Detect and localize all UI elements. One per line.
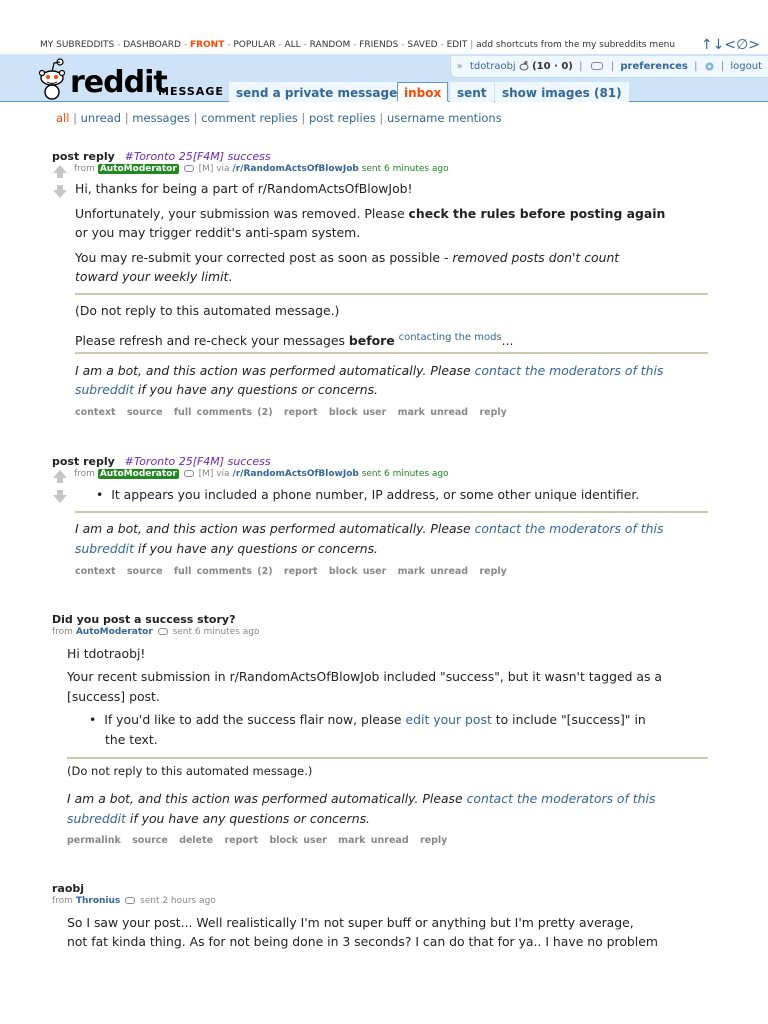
message-paragraph: Your recent submission in r/RandomActsOfBlowJob included "success", but it wasn't tagged as a — [67, 669, 662, 684]
filter-comment-replies[interactable]: comment replies — [201, 111, 298, 125]
message-paragraph: You may re-submit your corrected post as soon as possible - removed posts don't count — [75, 250, 620, 265]
downvote-arrow-icon[interactable] — [53, 495, 67, 503]
message-paragraph: Hi, thanks for being a part of r/RandomActsOfBlowJob! — [75, 181, 413, 196]
context-button[interactable]: context — [75, 407, 116, 418]
block-user-button[interactable]: block user — [328, 407, 387, 418]
message-paragraph: [success] post. — [67, 689, 160, 704]
subject-text: Did you post a success story? — [52, 613, 236, 626]
bullet-item-continued: the text. — [105, 732, 158, 747]
bullet-icon: • — [89, 712, 97, 727]
source-button[interactable]: source — [126, 566, 163, 577]
snoo-icon — [519, 61, 529, 72]
report-button[interactable]: report — [224, 835, 259, 846]
saved-link[interactable]: SAVED — [407, 40, 438, 50]
edit-link[interactable]: EDIT — [446, 40, 468, 50]
separator: - — [117, 40, 124, 50]
sent-time: sent 6 minutes ago — [361, 164, 449, 174]
divider — [75, 352, 708, 354]
tab-send-private-message[interactable]: send a private message — [229, 82, 404, 102]
page-name: MESSAGE — [158, 85, 224, 98]
chevron-right-icon[interactable]: » — [456, 61, 463, 72]
mail-icon — [158, 628, 168, 635]
separator: | — [694, 61, 698, 72]
message-paragraph: toward your weekly limit. — [75, 269, 233, 284]
message-paragraph: subreddit if you have any questions or concerns. — [75, 382, 378, 397]
message-paragraph: Hi tdotraobj! — [67, 646, 146, 661]
separator: | — [579, 61, 583, 72]
from-label: from — [74, 164, 95, 174]
post-title-link[interactable]: #Toronto 25[F4M] success — [124, 455, 271, 468]
mail-icon — [184, 165, 194, 172]
friends-link[interactable]: FRIENDS — [359, 40, 399, 50]
filter-username-mentions[interactable]: username mentions — [386, 111, 502, 125]
mod-marker: [M] — [198, 164, 214, 174]
separator: - — [353, 40, 360, 50]
reply-button[interactable]: reply — [479, 407, 507, 418]
tab-inbox[interactable]: inbox — [397, 82, 448, 102]
divider — [75, 511, 708, 513]
permalink-button[interactable]: permalink — [67, 835, 121, 846]
divider — [67, 757, 708, 759]
separator: | — [470, 40, 477, 50]
block-user-button[interactable]: block user — [269, 835, 327, 846]
message-tagline — [74, 164, 449, 174]
subreddit-bar-arrows-icon[interactable]: ↑↓<∅> — [700, 37, 760, 53]
delete-button[interactable]: delete — [179, 835, 214, 846]
subreddit-link[interactable]: /r/RandomActsOfBlowJob — [232, 469, 359, 479]
message-paragraph: subreddit if you have any questions or concerns. — [75, 541, 378, 556]
subject-text: post reply — [52, 455, 115, 468]
author-link[interactable]: AutoModerator — [99, 469, 177, 479]
post-title-link[interactable]: #Toronto 25[F4M] success — [124, 150, 271, 163]
mail-icon — [125, 897, 135, 904]
from-label: from — [74, 469, 95, 479]
message-paragraph: or you may trigger reddit's anti-spam system. — [75, 225, 361, 240]
reddit-alien-icon[interactable] — [38, 58, 66, 100]
message-buttons — [75, 566, 513, 577]
full-comments-button[interactable]: full comments (2) — [173, 566, 273, 577]
bullet-icon: • — [96, 487, 104, 502]
inbox-filter-menu: all | unread | messages | comment replies | post replies | username mentions — [56, 111, 502, 125]
subject-text: post reply — [52, 150, 115, 163]
bullet-item: • It appears you included a phone number, IP address, or some other unique identifier. — [96, 487, 640, 502]
separator: - — [303, 40, 310, 50]
message-paragraph: I am a bot, and this action was performed automatically. Please contact the moderators of this — [67, 791, 656, 806]
logout-link[interactable]: logout — [730, 61, 762, 72]
tab-show-images[interactable]: show images (81) — [495, 82, 629, 102]
my-subreddits-menu[interactable]: MY SUBREDDITS — [40, 40, 115, 50]
sent-time: sent 6 minutes ago — [361, 469, 449, 479]
message-paragraph: (Do not reply to this automated message.) — [67, 764, 313, 778]
subreddit-link[interactable]: /r/RandomActsOfBlowJob — [232, 164, 359, 174]
dashboard-link[interactable]: DASHBOARD — [123, 40, 181, 50]
via-label: via — [216, 469, 230, 479]
author-link[interactable]: AutoModerator — [99, 164, 177, 174]
upvote-arrow-icon[interactable] — [53, 165, 67, 173]
filter-unread[interactable]: unread — [80, 111, 122, 125]
contact-moderators-link[interactable]: subreddit — [75, 382, 134, 397]
mod-marker: [M] — [198, 469, 214, 479]
filter-messages[interactable]: messages — [132, 111, 190, 125]
bullet-item: • If you'd like to add the success flair now, please edit your post to include "[success]" in — [89, 712, 646, 727]
header — [0, 54, 768, 102]
popular-link[interactable]: POPULAR — [233, 40, 276, 50]
sent-time: sent 2 hours ago — [140, 896, 216, 906]
random-link[interactable]: RANDOM — [309, 40, 351, 50]
message-buttons — [75, 407, 513, 418]
source-button[interactable]: source — [132, 835, 168, 846]
contact-moderators-link[interactable]: subreddit — [67, 811, 126, 826]
subreddit-bar — [0, 36, 768, 54]
separator: | — [720, 61, 725, 72]
block-user-button[interactable]: block user — [328, 566, 387, 577]
message-paragraph: Unfortunately, your submission was removed. Please check the rules before posting again — [75, 206, 666, 221]
upvote-arrow-stem — [57, 173, 63, 178]
mark-unread-button[interactable]: mark unread — [397, 407, 469, 418]
message-tagline — [52, 896, 216, 906]
report-button[interactable]: report — [283, 566, 318, 577]
separator: | — [610, 61, 615, 72]
tab-sent[interactable]: sent — [450, 82, 494, 102]
message-subject — [52, 882, 84, 895]
mark-unread-button[interactable]: mark unread — [338, 835, 409, 846]
source-button[interactable]: source — [126, 407, 163, 418]
divider — [75, 293, 708, 295]
filter-post-replies[interactable]: post replies — [308, 111, 376, 125]
upvote-arrow-stem — [57, 478, 63, 483]
from-label: from — [52, 896, 73, 906]
mark-unread-button[interactable]: mark unread — [397, 566, 469, 577]
reply-button[interactable]: reply — [479, 566, 507, 577]
downvote-arrow-stem — [57, 185, 63, 190]
separator: - — [278, 40, 285, 50]
downvote-arrow-icon[interactable] — [53, 190, 67, 198]
report-button[interactable]: report — [283, 407, 318, 418]
upvote-arrow-icon[interactable] — [53, 470, 67, 478]
message-paragraph: I am a bot, and this action was performed automatically. Please contact the moderators of this — [75, 521, 664, 536]
contact-mods-link[interactable]: contacting the mods — [398, 332, 502, 343]
user-bar — [450, 56, 768, 78]
context-button[interactable]: context — [75, 566, 116, 577]
message-paragraph: subreddit if you have any questions or concerns. — [67, 811, 370, 826]
gear-icon[interactable] — [704, 61, 715, 72]
username-link[interactable]: tdotraobj — [469, 61, 516, 72]
from-label: from — [52, 627, 73, 637]
message-subject — [52, 613, 235, 626]
message-tagline — [52, 627, 260, 637]
contact-moderators-link[interactable]: contact the moderators of this — [466, 791, 656, 806]
contact-moderators-link[interactable]: subreddit — [75, 541, 134, 556]
separator: - — [227, 40, 234, 50]
message-paragraph: I am a bot, and this action was performed automatically. Please contact the moderators of this — [75, 363, 664, 378]
front-link[interactable]: FRONT — [189, 40, 225, 50]
mail-icon[interactable] — [591, 62, 603, 70]
all-link[interactable]: ALL — [284, 40, 301, 50]
downvote-arrow-stem — [57, 490, 63, 495]
shortcut-hint: add shortcuts from the my subreddits menu — [476, 40, 676, 50]
message-paragraph: (Do not reply to this automated message.) — [75, 303, 340, 318]
contact-moderators-link[interactable]: contact the moderators of this — [474, 363, 664, 378]
separator: - — [183, 40, 190, 50]
via-label: via — [216, 164, 230, 174]
message-buttons — [67, 835, 453, 846]
reddit-wordmark[interactable]: reddit — [70, 65, 167, 100]
sent-time: sent 6 minutes ago — [172, 627, 260, 637]
author-link[interactable]: Thronius — [75, 896, 121, 906]
message-paragraph: Please refresh and re-check your messages before $^{contacting the mods}$... — [75, 332, 514, 349]
author-link[interactable]: AutoModerator — [75, 627, 153, 637]
message-paragraph: So I saw your post... Well realistically I'm not super buff or anything but I'm pretty average, — [67, 915, 634, 930]
message-subject — [52, 150, 271, 163]
karma-count: (10 · 0) — [532, 61, 573, 72]
edit-post-link[interactable]: edit your post — [405, 712, 492, 727]
message-subject — [52, 455, 271, 468]
contact-moderators-link[interactable]: contact the moderators of this — [474, 521, 664, 536]
mail-icon — [184, 470, 194, 477]
separator: - — [401, 40, 408, 50]
reply-button[interactable]: reply — [419, 835, 448, 846]
full-comments-button[interactable]: full comments (2) — [173, 407, 273, 418]
message-tagline — [74, 469, 449, 479]
message-paragraph: not fat kinda thing. As for not being done in 3 seconds? I can do that for ya.. I have no problem — [67, 934, 658, 949]
filter-all[interactable]: all — [56, 111, 70, 125]
preferences-link[interactable]: preferences — [620, 61, 688, 72]
separator: - — [440, 40, 447, 50]
subject-text: raobj — [52, 882, 85, 895]
